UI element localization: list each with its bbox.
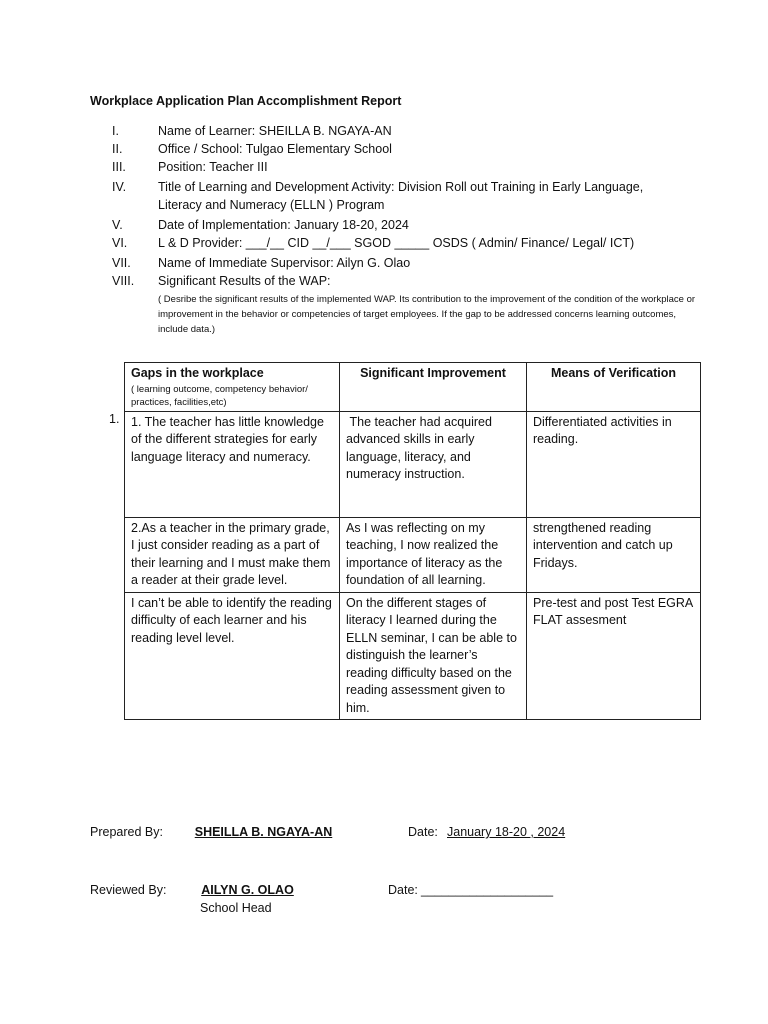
table-row — [125, 517, 701, 592]
header-gaps-label: Gaps in the workplace — [131, 366, 264, 380]
prepared-by-label: Prepared By: — [90, 825, 163, 839]
table-row — [125, 411, 701, 517]
prepared-by-name: SHEILLA B. NGAYA-AN — [194, 825, 333, 839]
reviewed-date-label: Date: — [388, 883, 418, 897]
item-number: V. — [112, 218, 123, 232]
reviewed-by-name: AILYN G. OLAO — [201, 883, 294, 897]
cell-verification: Pre-test and post Test EGRA FLAT assesment — [527, 592, 701, 720]
header-verification: Means of Verification — [527, 363, 701, 412]
reviewed-date-blank: ___________________ — [421, 883, 554, 897]
instruction-note: ( Desribe the significant results of the implemented WAP. Its contribution to the improvement of the condition of the workplace or improvement in the behavior or competencies of target employees. If the gap to be addressed concerns learning outcomes, include data.) — [158, 294, 696, 335]
item-text: Name of Learner: SHEILLA B. NGAYA-AN — [158, 124, 392, 138]
item-number: II. — [112, 142, 123, 156]
header-gaps — [125, 363, 340, 412]
item-text: Office / School: Tulgao Elementary School — [158, 142, 392, 156]
cell-gap: I can’t be able to identify the reading difficulty of each learner and his reading level level. — [125, 592, 340, 720]
wap-table — [124, 362, 701, 720]
cell-gap: 2.As a teacher in the primary grade, I just consider reading as a part of their learning and I must make them a reader at their grade level. — [125, 517, 340, 592]
item-number: I. — [112, 124, 119, 138]
item-text: Date of Implementation: January 18-20, 2024 — [158, 218, 409, 232]
report-title: Workplace Application Plan Accomplishment Report — [90, 94, 402, 108]
item-number: VIII. — [112, 274, 135, 288]
table-header-row — [125, 363, 701, 412]
cell-improvement: As I was reflecting on my teaching, I now realized the importance of literacy as the foundation of all learning. — [340, 517, 527, 592]
reviewed-by-label: Reviewed By: — [90, 883, 167, 897]
header-gaps-sub: ( learning outcome, competency behavior/ practices, facilities,etc) — [131, 383, 308, 408]
prepared-date-label: Date: — [408, 825, 438, 839]
table-row-number: 1. — [109, 412, 120, 426]
item-number: VI. — [112, 236, 128, 250]
item-text: Significant Results of the WAP: — [158, 274, 331, 288]
cell-gap: 1. The teacher has little knowledge of the different strategies for early language literacy and numeracy. — [125, 411, 340, 517]
header-improvement: Significant Improvement — [340, 363, 527, 412]
table-row — [125, 592, 701, 720]
item-number: VII. — [112, 256, 131, 270]
cell-verification: strengthened reading intervention and catch up Fridays. — [527, 517, 701, 592]
cell-improvement: On the different stages of literacy I learned during the ELLN seminar, I can be able to distinguish the learner’s reading difficulty based on the reading assessment given to him. — [340, 592, 527, 720]
item-text: L & D Provider: ___/__ CID __/___ SGOD _____ OSDS ( Admin/ Finance/ Legal/ ICT) — [158, 236, 635, 250]
item-text: Position: Teacher III — [158, 160, 268, 174]
prepared-date: January 18-20 , 2024 — [447, 825, 566, 839]
item-text: Title of Learning and Development Activity: Division Roll out Training in Early Language, Literacy and Numeracy (ELLN ) Program — [158, 180, 644, 212]
reviewed-by-role: School Head — [200, 901, 272, 915]
item-number: IV. — [112, 180, 127, 194]
item-number: III. — [112, 160, 126, 174]
item-text: Name of Immediate Supervisor: Ailyn G. Olao — [158, 256, 411, 270]
cell-verification: Differentiated activities in reading. — [527, 411, 701, 517]
cell-improvement: The teacher had acquired advanced skills in early language, literacy, and numeracy instruction. — [340, 411, 527, 517]
